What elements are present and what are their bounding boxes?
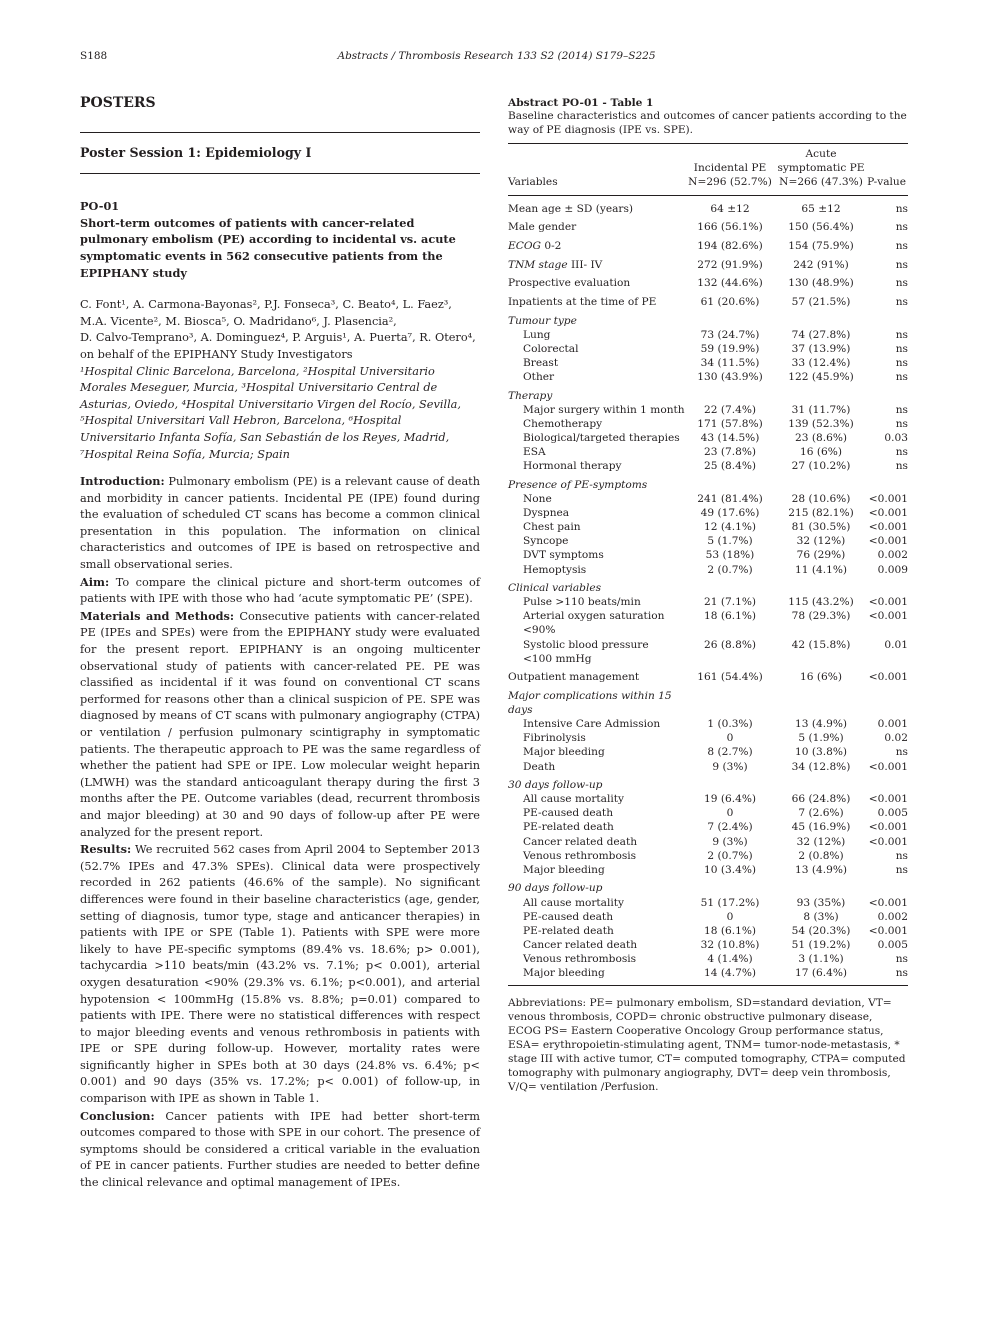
cell-pvalue: 0.01	[884, 638, 908, 651]
conclusion-label: Conclusion:	[80, 1108, 155, 1123]
cell-symptomatic: 57 (21.5%)	[791, 296, 851, 309]
cell-pvalue: ns	[895, 221, 908, 234]
table-row	[508, 445, 908, 459]
cell-variable: Major bleeding	[508, 966, 685, 986]
table-section-row	[508, 384, 908, 403]
cell-incidental: 5 (1.7%)	[707, 535, 753, 548]
cell-pvalue: <0.001	[868, 596, 908, 609]
session-heading: Poster Session 1: Epidemiology I	[80, 144, 312, 160]
cell-variable: PE-caused death	[523, 807, 614, 820]
table-row	[508, 924, 908, 938]
cell-variable: Clinical variables	[508, 582, 602, 595]
cell-pvalue: ns	[895, 357, 908, 369]
table-row	[508, 272, 908, 291]
header-symptomatic	[775, 143, 867, 195]
table-row	[508, 966, 908, 986]
header-incidental-line: Incidental PE	[693, 161, 767, 174]
cell-variable: Therapy	[508, 389, 553, 402]
cell-symptomatic: 66 (24.8%)	[791, 793, 851, 806]
table-row	[508, 195, 908, 216]
cell-pvalue: <0.001	[868, 521, 908, 534]
cell-variable: Male gender	[508, 221, 577, 234]
author-line: C. Font¹, A. Carmona-Bayonas², P.J. Fonseca³, C. Beato⁴, L. Faez³,	[80, 298, 452, 312]
cell-pvalue	[867, 577, 908, 596]
cell-pvalue: ns	[895, 403, 908, 416]
header-symptomatic-n: N=266 (47.3%)	[779, 175, 863, 188]
cell-pvalue: <0.001	[868, 493, 908, 506]
cell-symptomatic	[775, 684, 867, 717]
cell-variable: PE-related death	[523, 821, 614, 834]
cell-symptomatic: 34 (12.8%)	[791, 760, 851, 773]
cell-incidental: 0	[726, 910, 734, 923]
cell-pvalue: ns	[895, 258, 908, 271]
cell-symptomatic: 31 (11.7%)	[791, 403, 851, 416]
cell-symptomatic: 13 (4.9%)	[794, 718, 848, 731]
cell-variable: Chest pain	[523, 521, 581, 534]
header-incidental	[685, 143, 775, 195]
table-row	[508, 328, 908, 342]
divider	[80, 132, 480, 133]
cell-symptomatic: 150 (56.4%)	[788, 221, 854, 234]
cell-incidental	[685, 473, 775, 492]
table-row	[508, 666, 908, 685]
cell-symptomatic: 8 (3%)	[803, 910, 839, 923]
cell-symptomatic	[775, 877, 867, 896]
cell-variable: <100 mmHg	[523, 652, 592, 665]
table-row	[508, 896, 908, 910]
cell-variable: Major bleeding	[523, 746, 605, 759]
table-section-row	[508, 774, 908, 793]
cell-variable: Other	[523, 371, 555, 384]
cell-incidental	[685, 577, 775, 596]
cell-symptomatic: 74 (27.8%)	[791, 328, 851, 341]
cell-pvalue: ns	[895, 296, 908, 309]
cell-pvalue: ns	[895, 446, 908, 459]
cell-pvalue: 0.002	[877, 549, 908, 562]
cell-variable: Presence of PE-symptoms	[508, 478, 648, 491]
cell-variable: All cause mortality	[523, 793, 625, 806]
cell-symptomatic: 16 (6%)	[800, 446, 842, 459]
cell-symptomatic	[775, 384, 867, 403]
cell-pvalue: 0.03	[884, 432, 908, 445]
cell-incidental: 23 (7.8%)	[703, 446, 757, 459]
table-row	[508, 506, 908, 520]
cell-variable: Syncope	[523, 535, 569, 548]
cell-variable: All cause mortality	[523, 896, 625, 909]
cell-symptomatic: 13 (4.9%)	[794, 863, 848, 876]
table-row	[508, 717, 908, 731]
cell-variable: PE-related death	[523, 924, 614, 937]
cell-incidental	[685, 877, 775, 896]
table-row	[508, 952, 908, 966]
cell-incidental: 12 (4.1%)	[703, 521, 757, 534]
cell-incidental: 0	[726, 807, 734, 820]
table-row	[508, 290, 908, 309]
cell-variable: Death	[523, 760, 556, 773]
cell-variable: Inpatients at the time of PE	[508, 296, 657, 309]
cell-pvalue: 0.001	[877, 718, 908, 731]
cell-pvalue: <0.001	[868, 535, 908, 548]
cell-incidental: 2 (0.7%)	[707, 563, 753, 576]
table-row	[508, 745, 908, 759]
table-row	[508, 370, 908, 384]
header-pvalue: P-value	[867, 143, 908, 195]
cell-variable: None	[523, 493, 552, 506]
cell-pvalue: 0.02	[884, 732, 908, 745]
cell-symptomatic: 78 (29.3%)	[791, 610, 851, 623]
cell-incidental: 51 (17.2%)	[700, 896, 760, 909]
cell-symptomatic: 51 (19.2%)	[791, 938, 851, 951]
table-row	[508, 216, 908, 235]
cell-pvalue: ns	[895, 460, 908, 473]
right-column	[508, 97, 908, 1094]
table-abbreviations: Abbreviations: PE= pulmonary embolism, SD=standard deviation, VT= venous thrombosis, COPD= chronic obstructive pulmonary disease, ECOG PS= Eastern Cooperative Oncology Group performance status, ESA= erythropoietin-stimulating agent, TNM= tumor-node-metastasis, * stage III with active tumor, CT= computed tomography, CTPA= computed tomography with pulmonary angiography, DVT= deep vein thrombosis, V/Q= ventilation /Perfusion.	[508, 997, 906, 1094]
cell-pvalue: 0.005	[877, 807, 908, 820]
cell-incidental: 171 (57.8%)	[697, 417, 763, 430]
table-row	[508, 835, 908, 849]
cell-symptomatic: 32 (12%)	[796, 835, 846, 848]
page-number: S188	[80, 50, 108, 62]
cell-symptomatic: 27 (10.2%)	[791, 460, 851, 473]
cell-pvalue: ns	[895, 239, 908, 252]
methods-paragraph	[80, 608, 480, 841]
cell-incidental: 73 (24.7%)	[700, 328, 760, 341]
cell-incidental: 25 (8.4%)	[703, 460, 757, 473]
cell-incidental: 130 (43.9%)	[697, 371, 763, 384]
cell-incidental: 166 (56.1%)	[697, 221, 763, 234]
cell-variable: Arterial oxygen saturation <90%	[523, 610, 665, 637]
cell-variable: Venous rethrombosis	[523, 952, 637, 965]
cell-symptomatic: 45 (16.9%)	[791, 821, 851, 834]
cell-symptomatic: 32 (12%)	[796, 535, 846, 548]
header-symptomatic-line: symptomatic PE	[777, 161, 865, 174]
table-row	[508, 938, 908, 952]
introduction-paragraph	[80, 473, 480, 574]
cell-pvalue: <0.001	[868, 896, 908, 909]
cell-variable: TNM stage III- IV	[508, 258, 603, 271]
cell-symptomatic: 76 (29%)	[796, 549, 846, 562]
cell-pvalue: <0.001	[868, 507, 908, 520]
author-list	[80, 297, 480, 363]
cell-pvalue: ns	[895, 417, 908, 430]
table-row	[508, 820, 908, 834]
cell-variable: Tumour type	[508, 314, 577, 327]
cell-symptomatic: 139 (52.3%)	[788, 417, 854, 430]
left-column	[80, 95, 480, 1192]
table-description: Baseline characteristics and outcomes of cancer patients according to the way of PE diagnosis (IPE vs. SPE).	[508, 110, 907, 136]
table-row	[508, 849, 908, 863]
table-row	[508, 356, 908, 370]
cell-incidental: 61 (20.6%)	[700, 296, 760, 309]
cell-pvalue: <0.001	[868, 793, 908, 806]
table-row	[508, 417, 908, 431]
table-row	[508, 534, 908, 548]
cell-variable: Prospective evaluation	[508, 277, 631, 290]
cell-symptomatic: 28 (10.6%)	[791, 493, 851, 506]
cell-pvalue: ns	[895, 342, 908, 355]
table-row	[508, 910, 908, 924]
cell-variable: 90 days follow-up	[508, 882, 603, 895]
cell-variable: ESA	[523, 446, 546, 459]
cell-variable: Outpatient management	[508, 671, 640, 684]
cell-pvalue: <0.001	[868, 821, 908, 834]
cell-incidental: 194 (82.6%)	[697, 239, 763, 252]
table-section-row	[508, 577, 908, 596]
cell-symptomatic: 65 ±12	[801, 202, 841, 215]
cell-incidental: 4 (1.4%)	[707, 952, 753, 965]
cell-incidental: 19 (6.4%)	[703, 793, 757, 806]
abstract-title: Short-term outcomes of patients with cancer-related pulmonary embolism (PE) according to incidental vs. acute symptomatic events in 562 consecutive patients from the EPIPHANY study	[80, 215, 456, 280]
cell-pvalue: ns	[895, 371, 908, 384]
affiliations: ¹Hospital Clinic Barcelona, Barcelona, ²Hospital Universitario Morales Meseguer, Murcia, ³Hospital Universitario Central de Asturias, Oviedo, ⁴Hospital Universitario Virgen del Rocío, Sevilla, ⁵Hospital Universitari Vall Hebron, Barcelona, ⁶Hospital Universitario Infanta Sofía, San Sebastián de los Reyes, Madrid, ⁷Hospital Reina Sofía, Murcia; Spain	[80, 364, 462, 461]
aim-text: To compare the clinical picture and short-term outcomes of patients with IPE with those who had ‘acute symptomatic PE’ (SPE).	[80, 575, 480, 606]
header-symptomatic-line: Acute	[805, 147, 837, 160]
cell-incidental	[685, 684, 775, 717]
cell-incidental: 9 (3%)	[712, 760, 748, 773]
cell-symptomatic: 5 (1.9%)	[798, 732, 844, 745]
cell-variable: ECOG 0-2	[508, 239, 562, 252]
cell-incidental: 272 (91.9%)	[697, 258, 763, 271]
cell-pvalue: 0.002	[877, 910, 908, 923]
cell-incidental: 0	[726, 732, 734, 745]
aim-paragraph	[80, 574, 480, 608]
cell-symptomatic: 54 (20.3%)	[791, 924, 851, 937]
cell-symptomatic: 33 (12.4%)	[791, 357, 851, 369]
cell-incidental: 18 (6.1%)	[703, 610, 757, 623]
cell-pvalue	[867, 309, 908, 328]
cell-symptomatic: 7 (2.6%)	[798, 807, 844, 820]
cell-pvalue: 0.005	[877, 938, 908, 951]
cell-symptomatic: 215 (82.1%)	[788, 507, 854, 520]
cell-pvalue: ns	[895, 849, 908, 862]
cell-pvalue: <0.001	[868, 610, 908, 623]
table-row	[508, 652, 908, 666]
cell-variable: Fibrinolysis	[523, 732, 586, 745]
cell-symptomatic: 16 (6%)	[800, 671, 842, 684]
introduction-label: Introduction:	[80, 474, 165, 489]
introduction-text: Pulmonary embolism (PE) is a relevant cause of death and morbidity in cancer patients. Incidental PE (IPE) found during the evaluation of scheduled CT scans has become a common clinical presentation in this population. The information on clinical characteristics and outcomes of IPE is based on retrospective and small observational series.	[80, 475, 480, 572]
cell-symptomatic	[775, 309, 867, 328]
abstract-id: PO-01	[80, 199, 120, 214]
cell-incidental: 14 (4.7%)	[685, 966, 775, 986]
cell-variable: Mean age ± SD (years)	[508, 202, 634, 215]
methods-text: Consecutive patients with cancer-related PE (IPEs and SPEs) were from the EPIPHANY study were evaluated for the present report. EPIPHANY is an ongoing multicenter observational study of patients with cancer-related PE. PE was classified as incidental if it was found on conventional CT scans performed for reasons other than a clinical suspicion of PE. SPE was diagnosed by means of CT scans with pulmonary angiography (CTPA) or ventilation / perfusion pulmonary scintigraphy in symptomatic patients. The therapeutic approach to PE was the same regardless of whether the patient had SPE or IPE. Low molecular weight heparin (LMWH) was the standard anticoagulant therapy during the first 3 months after the PE. Outcome variables (dead, recurrent thrombosis and major bleeding) at 30 and 90 days of follow-up after PE were analyzed for the present report.	[80, 609, 480, 839]
cell-variable: Lung	[523, 328, 551, 341]
cell-incidental: 2 (0.7%)	[707, 849, 753, 862]
cell-symptomatic: 81 (30.5%)	[791, 521, 851, 534]
cell-pvalue: ns	[867, 966, 908, 986]
cell-symptomatic: 115 (43.2%)	[788, 596, 854, 609]
table-row	[508, 792, 908, 806]
cell-variable: 30 days follow-up	[508, 779, 603, 792]
cell-variable: Hemoptysis	[523, 563, 587, 576]
results-label: Results:	[80, 842, 132, 857]
cell-pvalue: ns	[895, 863, 908, 876]
methods-label: Materials and Methods:	[80, 608, 235, 623]
table-row	[508, 253, 908, 272]
abstract-body	[80, 473, 480, 1192]
conclusion-paragraph	[80, 1108, 480, 1192]
cell-symptomatic: 37 (13.9%)	[791, 342, 851, 355]
table-row	[508, 403, 908, 417]
cell-pvalue	[867, 652, 908, 666]
cell-variable: Chemotherapy	[523, 417, 603, 430]
results-paragraph	[80, 841, 480, 1108]
header-incidental-n: N=296 (52.7%)	[688, 175, 772, 188]
cell-incidental: 241 (81.4%)	[697, 493, 763, 506]
cell-symptomatic: 42 (15.8%)	[791, 638, 851, 651]
cell-incidental: 64 ±12	[710, 202, 750, 215]
cell-variable: Major surgery within 1 month	[523, 403, 685, 416]
cell-pvalue: <0.001	[868, 760, 908, 773]
table-section-row	[508, 309, 908, 328]
cell-variable: Cancer related death	[523, 835, 638, 848]
cell-pvalue: <0.001	[868, 835, 908, 848]
cell-incidental: 43 (14.5%)	[700, 432, 760, 445]
table-row	[508, 760, 908, 774]
cell-incidental: 161 (54.4%)	[697, 671, 763, 684]
table-section-row	[508, 684, 908, 717]
cell-pvalue: ns	[895, 952, 908, 965]
cell-symptomatic	[775, 774, 867, 793]
cell-symptomatic: 154 (75.9%)	[788, 239, 854, 252]
table-row	[508, 731, 908, 745]
cell-variable: Hormonal therapy	[523, 460, 622, 473]
cell-symptomatic: 2 (0.8%)	[798, 849, 844, 862]
results-table	[508, 143, 908, 987]
cell-incidental: 34 (11.5%)	[700, 357, 760, 369]
cell-incidental	[685, 652, 775, 666]
table-row	[508, 234, 908, 253]
cell-incidental: 7 (2.4%)	[707, 821, 753, 834]
cell-incidental	[685, 774, 775, 793]
cell-symptomatic: 93 (35%)	[796, 896, 846, 909]
cell-variable: Cancer related death	[523, 938, 638, 951]
cell-incidental: 21 (7.1%)	[703, 596, 757, 609]
cell-symptomatic	[775, 577, 867, 596]
cell-incidental	[685, 384, 775, 403]
cell-symptomatic: 242 (91%)	[793, 258, 849, 271]
cell-variable: DVT symptoms	[523, 549, 604, 562]
table-row	[508, 806, 908, 820]
cell-variable: Intensive Care Admission	[523, 718, 661, 731]
table-row	[508, 431, 908, 445]
cell-incidental: 9 (3%)	[712, 835, 748, 848]
cell-incidental: 32 (10.8%)	[700, 938, 760, 951]
cell-incidental: 1 (0.3%)	[707, 718, 753, 731]
cell-pvalue	[867, 877, 908, 896]
cell-symptomatic: 11 (4.1%)	[794, 563, 848, 576]
cell-symptomatic: 17 (6.4%)	[775, 966, 867, 986]
cell-variable: Biological/targeted therapies	[523, 432, 680, 445]
table-row	[508, 342, 908, 356]
aim-label: Aim:	[80, 574, 110, 589]
cell-pvalue: 0.009	[877, 563, 908, 576]
cell-variable: Pulse >110 beats/min	[523, 596, 641, 609]
cell-symptomatic: 10 (3.8%)	[794, 746, 848, 759]
cell-variable: Systolic blood pressure	[523, 638, 649, 651]
table-section-row	[508, 473, 908, 492]
table-row	[508, 563, 908, 577]
cell-symptomatic: 130 (48.9%)	[788, 277, 854, 290]
table-row	[508, 459, 908, 473]
cell-incidental: 18 (6.1%)	[703, 924, 757, 937]
cell-pvalue: ns	[895, 202, 908, 215]
cell-variable: Major bleeding	[523, 863, 605, 876]
author-line: D. Calvo-Temprano³, A. Dominguez⁴, P. Arguis¹, A. Puerta⁷, R. Otero⁴,	[80, 331, 476, 345]
cell-symptomatic: 122 (45.9%)	[788, 371, 854, 384]
table-row	[508, 492, 908, 506]
header-variables: Variables	[508, 143, 685, 195]
table-section-row	[508, 877, 908, 896]
table-row	[508, 863, 908, 877]
author-line: M.A. Vicente², M. Biosca⁵, O. Madridano⁶, J. Plasencia²,	[80, 314, 397, 328]
results-text: We recruited 562 cases from April 2004 to September 2013 (52.7% IPEs and 47.3% SPEs). Clinical data were prospectively recorded in 262 patients (46.6% of the sample). No significant differences were found in their baseline characteristics (age, gender, setting of diagnosis, tumor type, stage and anticancer therapies) in patients with IPE or SPE (Table 1). Patients with SPE were more likely to have PE-specific symptoms (89.4% vs. 18.6%; p> 0.001), tachycardia >110 beats/min (43.2% vs. 7.1%; p< 0.001), arterial oxygen desaturation <90% (29.3% vs. 6.1%; p<0.001), and arterial hypotension < 100mmHg (15.8% vs. 8.8%; p=0.01) compared to patients with IPE. There were no statistical differences with respect to major bleeding events and venous rethrombosis in patients with IPE or SPE during follow-up. However, mortality rates were significantly higher in SPEs both at 30 days (24.8% vs. 6.4%; p< 0.001) and 90 days (35% vs. 17.2%; p< 0.001) of follow-up, in comparison with IPE as shown in Table 1.	[80, 843, 480, 1106]
cell-variable: Major complications within 15 days	[508, 690, 672, 717]
cell-incidental: 53 (18%)	[705, 549, 755, 562]
cell-variable: PE-caused death	[523, 910, 614, 923]
author-line: on behalf of the EPIPHANY Study Investigators	[80, 347, 353, 361]
cell-pvalue: <0.001	[868, 924, 908, 937]
cell-pvalue	[867, 684, 908, 717]
cell-pvalue	[867, 774, 908, 793]
table-row	[508, 609, 908, 637]
journal-citation: Abstracts / Thrombosis Research 133 S2 (2014) S179–S225	[337, 50, 656, 62]
cell-pvalue: ns	[895, 746, 908, 759]
cell-pvalue	[867, 473, 908, 492]
table-row	[508, 638, 908, 652]
cell-incidental	[685, 309, 775, 328]
cell-variable: Breast	[523, 357, 559, 369]
table-row	[508, 595, 908, 609]
cell-symptomatic	[775, 473, 867, 492]
divider	[80, 173, 480, 174]
table-body	[508, 195, 908, 986]
table-row	[508, 520, 908, 534]
cell-incidental: 8 (2.7%)	[707, 746, 753, 759]
cell-symptomatic	[775, 652, 867, 666]
cell-incidental: 132 (44.6%)	[697, 277, 763, 290]
table-caption: Abstract PO-01 - Table 1	[508, 97, 654, 109]
cell-variable: Venous rethrombosis	[523, 849, 637, 862]
cell-pvalue	[867, 384, 908, 403]
cell-incidental: 26 (8.8%)	[703, 638, 757, 651]
section-heading: POSTERS	[80, 95, 156, 111]
cell-incidental: 10 (3.4%)	[703, 863, 757, 876]
cell-pvalue: <0.001	[868, 671, 908, 684]
table-row	[508, 548, 908, 562]
cell-symptomatic: 23 (8.6%)	[794, 432, 848, 445]
cell-symptomatic: 3 (1.1%)	[798, 952, 844, 965]
table-header-row	[508, 143, 908, 195]
cell-incidental: 59 (19.9%)	[700, 342, 760, 355]
cell-variable: Colorectal	[523, 342, 579, 355]
cell-incidental: 22 (7.4%)	[703, 403, 757, 416]
cell-pvalue: ns	[895, 328, 908, 341]
cell-pvalue: ns	[895, 277, 908, 290]
cell-incidental: 49 (17.6%)	[700, 507, 760, 520]
cell-variable: Dyspnea	[523, 507, 570, 520]
conclusion-text: Cancer patients with IPE had better short-term outcomes compared to those with SPE in our cohort. The presence of symptoms should be considered a critical variable in the evaluation of PE in cancer patients. Further studies are needed to better define the clinical relevance and optimal management of IPEs.	[80, 1109, 480, 1190]
